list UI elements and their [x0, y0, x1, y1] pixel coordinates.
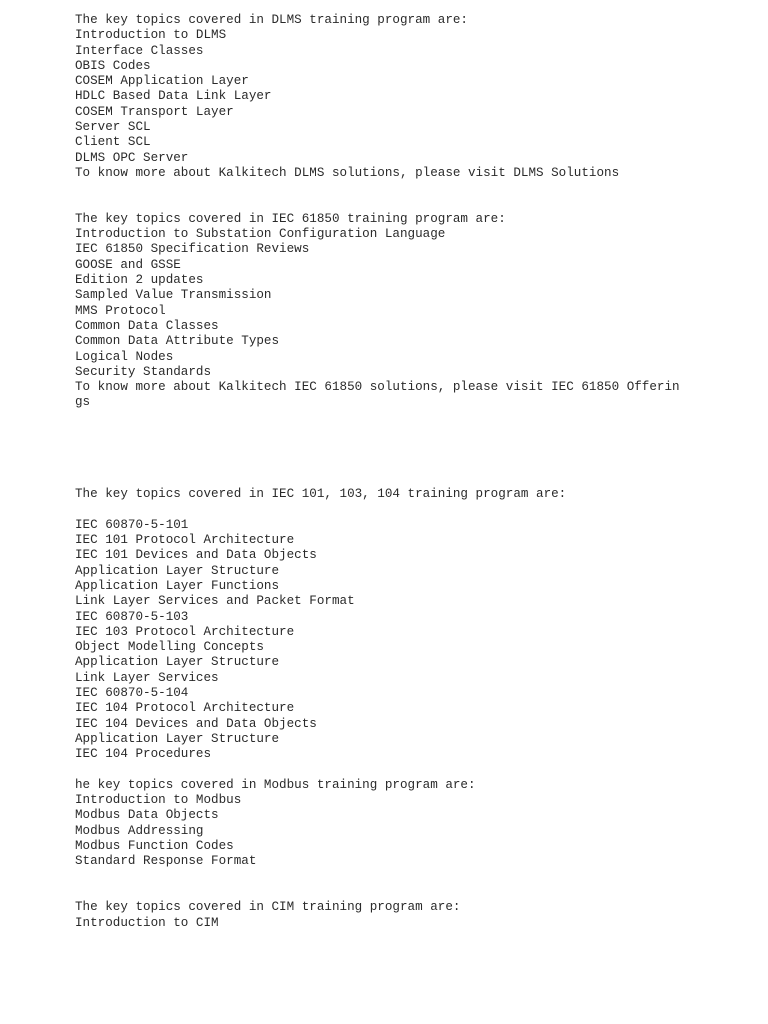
document-body [75, 13, 685, 931]
text-line: Logical Nodes [75, 349, 174, 364]
text-line: GOOSE and GSSE [75, 257, 181, 272]
text-line: Application Layer Structure [75, 655, 280, 670]
text-line: Introduction to Substation Configuration Language [75, 227, 446, 242]
text-line: Modbus Addressing [75, 823, 204, 838]
text-line: The key topics covered in CIM training program are: [75, 900, 461, 915]
text-line: COSEM Application Layer [75, 74, 249, 89]
text-line: Server SCL [75, 120, 151, 135]
spacer [75, 197, 685, 212]
text-line: Common Data Attribute Types [75, 334, 280, 349]
text-line: To know more about Kalkitech IEC 61850 solutions, please visit IEC 61850 Offerin [75, 380, 680, 395]
text-line: Introduction to DLMS [75, 28, 227, 43]
spacer [75, 472, 685, 487]
blank-line [75, 763, 685, 778]
text-line: Application Layer Functions [75, 578, 280, 593]
text-line: IEC 104 Protocol Architecture [75, 701, 295, 716]
spacer [75, 426, 685, 441]
text-line: IEC 104 Devices and Data Objects [75, 716, 317, 731]
dlms-section [75, 13, 685, 181]
text-line: Standard Response Format [75, 854, 257, 869]
spacer [75, 411, 685, 426]
text-line: he key topics covered in Modbus training program are: [75, 777, 476, 792]
text-line: HDLC Based Data Link Layer [75, 89, 272, 104]
text-line: Interface Classes [75, 43, 204, 58]
text-line: Object Modelling Concepts [75, 640, 264, 655]
text-line: Edition 2 updates [75, 273, 204, 288]
text-line: Sampled Value Transmission [75, 288, 272, 303]
spacer [75, 441, 685, 456]
text-line: Link Layer Services and Packet Format [75, 594, 355, 609]
text-line: The key topics covered in IEC 101, 103, 104 training program are: [75, 487, 567, 502]
text-line: MMS Protocol [75, 303, 166, 318]
text-line: Client SCL [75, 135, 151, 150]
text-line: Common Data Classes [75, 318, 219, 333]
text-line: OBIS Codes [75, 58, 151, 73]
text-line: Modbus Data Objects [75, 808, 219, 823]
text-line: Link Layer Services [75, 670, 219, 685]
spacer [75, 885, 685, 900]
text-line: IEC 101 Protocol Architecture [75, 533, 295, 548]
text-line: IEC 60870-5-104 [75, 686, 189, 701]
text-line: Introduction to Modbus [75, 793, 242, 808]
text-line: IEC 103 Protocol Architecture [75, 624, 295, 639]
text-line: Security Standards [75, 364, 212, 379]
text-line: The key topics covered in IEC 61850 training program are: [75, 211, 506, 226]
text-line: IEC 61850 Specification Reviews [75, 242, 310, 257]
text-line: The key topics covered in DLMS training program are: [75, 13, 468, 27]
text-line: DLMS OPC Server [75, 150, 189, 165]
text-line: IEC 101 Devices and Data Objects [75, 548, 317, 563]
text-line: COSEM Transport Layer [75, 104, 234, 119]
cim-section [75, 900, 685, 931]
spacer [75, 457, 685, 472]
text-line: Application Layer Structure [75, 563, 280, 578]
iec61850-section [75, 212, 685, 411]
spacer [75, 870, 685, 885]
spacer [75, 181, 685, 196]
text-line: IEC 60870-5-101 [75, 517, 189, 532]
text-line: Modbus Function Codes [75, 839, 234, 854]
text-line: Application Layer Structure [75, 731, 280, 746]
iec101-103-104-modbus-section [75, 487, 685, 869]
blank-line [75, 503, 685, 518]
text-line: gs [75, 395, 91, 410]
text-line: IEC 60870-5-103 [75, 609, 189, 624]
text-line: Introduction to CIM [75, 915, 219, 930]
text-line: To know more about Kalkitech DLMS solutions, please visit DLMS Solutions [75, 165, 620, 180]
text-line: IEC 104 Procedures [75, 747, 212, 762]
